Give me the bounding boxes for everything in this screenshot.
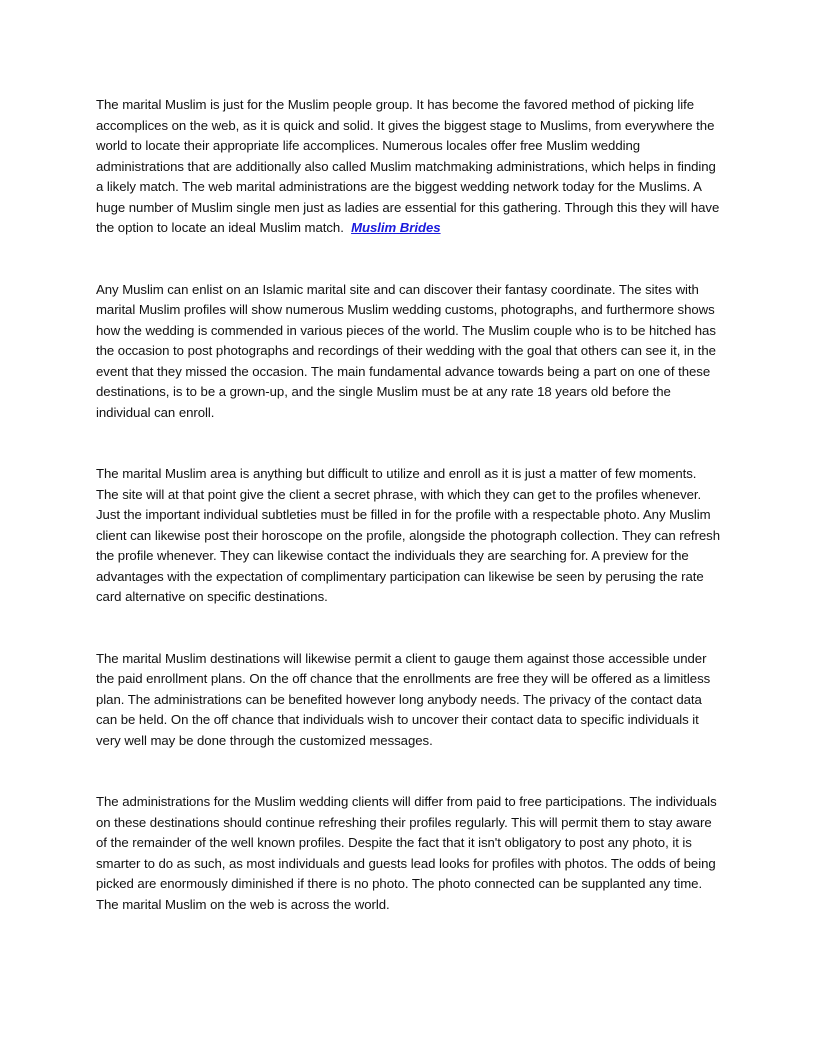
paragraph-1-text: The marital Muslim is just for the Muslim people group. It has become the favored method of picking life accomplices on the web, as it is quick and solid. It gives the biggest stage to Muslims, from everywhere the world to locate their appropriate life accomplices. Numerous locales offer free Muslim wedding administrations that are additionally also called Muslim matchmaking administrations, which helps in finding a likely match. The web marital administrations are the biggest wedding network today for the Muslims. A huge number of Muslim single men just as ladies are essential for this gathering. Through this they will have the option to locate an ideal Muslim match. xyxy=(96,97,720,235)
muslim-brides-link[interactable]: Muslim Brides xyxy=(351,220,441,235)
paragraph-2: Any Muslim can enlist on an Islamic marital site and can discover their fantasy coordinate. The sites with marital Muslim profiles will show numerous Muslim wedding customs, photographs, and furthermore shows how the wedding is commended in various pieces of the world. The Muslim couple who is to be hitched has the occasion to post photographs and recordings of their wedding with the goal that others can see it, in the event that they missed the occasion. The main fundamental advance towards being a part on one of these destinations, is to be a grown-up, and the single Muslim must be at any rate 18 years old before the individual can enroll. xyxy=(96,281,716,420)
paragraph-5: The administrations for the Muslim wedding clients will differ from paid to free participations. The individuals on these destinations should continue refreshing their profiles regularly. This will permit them to stay aware of the remainder of the well known profiles. Despite the fact that it isn't obligatory to post any photo, it is smarter to do as such, as most individuals and guests lead looks for profiles with photos. The odds of being picked are enormously diminished if there is no photo. The photo connected can be supplanted any time. The marital Muslim on the web is across the world. xyxy=(96,794,717,912)
paragraph-3: The marital Muslim area is anything but difficult to utilize and enroll as it is just a matter of few moments. The site will at that point give the client a secret phrase, with which they can get to the profiles whenever. Just the important individual subtleties must be filled in for the profile with a respectable photo. Any Muslim client can likewise post their horoscope on the profile, alongside the photograph collection. They can refresh the profile whenever. They can likewise contact the individuals they are searching for. A preview for the advantages with the expectation of complimentary participation can likewise be seen by perusing the rate card alternative on specific destinations. xyxy=(96,466,720,604)
paragraph-4: The marital Muslim destinations will likewise permit a client to gauge them against those accessible under the paid enrollment plans. On the off chance that the enrollments are free they will be offered as a limitless plan. The administrations can be benefited however long anybody needs. The privacy of the contact data can be held. On the off chance that individuals wish to uncover their contact data to specific individuals it very well may be done through the customized messages. xyxy=(96,650,711,748)
document-page xyxy=(96,95,722,956)
paragraph-1 xyxy=(96,95,722,239)
